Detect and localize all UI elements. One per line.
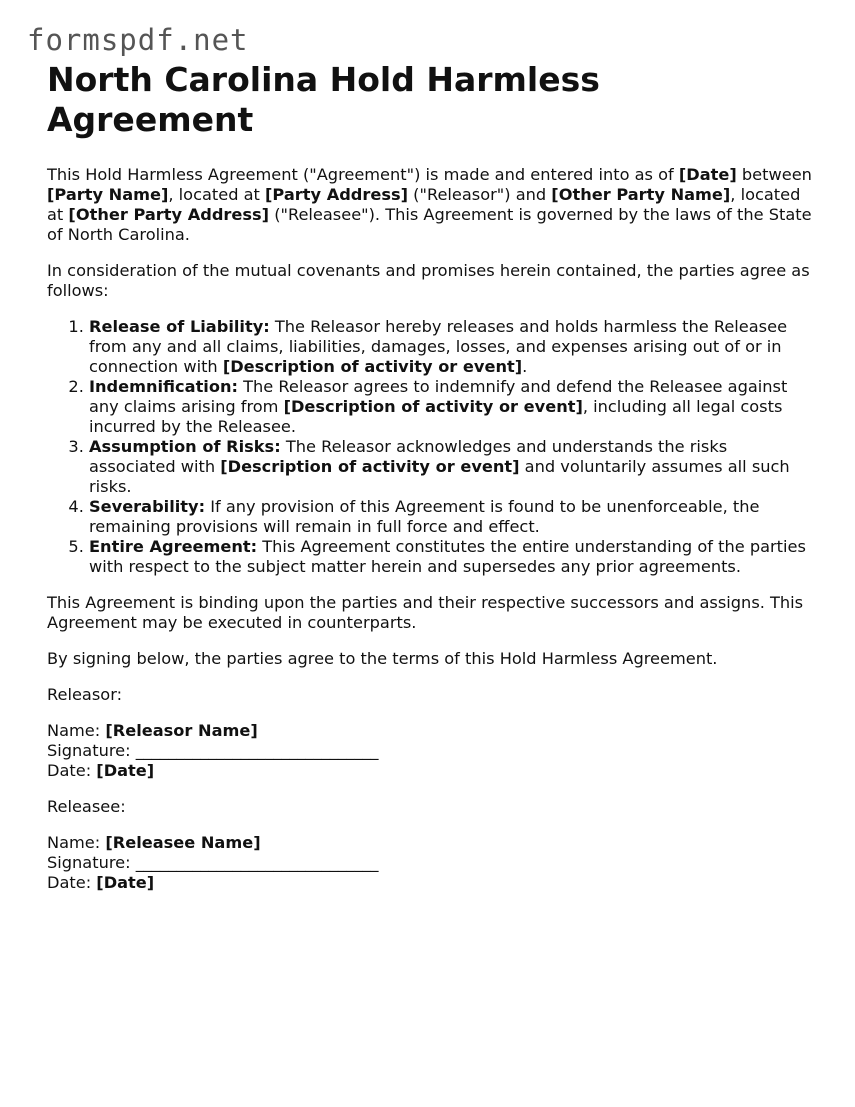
by-signing-paragraph: By signing below, the parties agree to the terms of this Hold Harmless Agreement. [47, 649, 718, 668]
activity-placeholder: [Description of activity or event] [283, 397, 583, 416]
clause-entire-agreement [89, 537, 817, 577]
activity-placeholder: [Description of activity or event] [222, 357, 523, 376]
releasor-name-line [47, 721, 817, 741]
other-party-name-placeholder: [Other Party Name] [551, 185, 731, 204]
releasee-name-placeholder: [Releasee Name] [105, 833, 261, 852]
date-label: Date: [47, 873, 97, 892]
clause-text: and voluntarily assumes all such risks. [89, 457, 790, 496]
releasor-date-line [47, 761, 817, 781]
intro-text: This Hold Harmless Agreement ("Agreement") is made and entered into as of [47, 165, 679, 184]
signature-label: Signature: [47, 741, 136, 760]
releasee-date-line [47, 873, 817, 893]
intro-text: ("Releasee"). This Agreement is governed by the laws of the State of North Carolina. [47, 205, 812, 244]
releasee-name-line [47, 833, 817, 853]
clause-heading: Entire Agreement: [89, 537, 258, 556]
signature-label: Signature: [47, 853, 136, 872]
party-address-placeholder: [Party Address] [265, 185, 409, 204]
clause-heading: Indemnification: [89, 377, 238, 396]
clause-text: This Agreement constitutes the entire understanding of the parties with respect to the subject matter herein and supersedes any prior agreements. [89, 537, 806, 576]
releasee-label: Releasee: [47, 797, 126, 816]
clause-assumption-of-risks [89, 437, 817, 497]
date-placeholder: [Date] [678, 165, 737, 184]
releasee-date-placeholder: [Date] [96, 873, 155, 892]
clause-text: The Releasor hereby releases and holds harmless the Releasee from any and all claims, liabilities, damages, losses, and expenses arising out of or in connection with [89, 317, 788, 376]
clause-text: The Releasor acknowledges and understands the risks associated with [89, 437, 728, 476]
name-label: Name: [47, 721, 106, 740]
other-party-address-placeholder: [Other Party Address] [68, 205, 270, 224]
binding-paragraph: This Agreement is binding upon the parties and their respective successors and assigns. This Agreement may be executed in counterparts. [47, 593, 804, 632]
activity-placeholder: [Description of activity or event] [220, 457, 520, 476]
intro-paragraph [47, 165, 817, 245]
releasor-signature-line [47, 741, 817, 761]
clause-heading: Assumption of Risks: [89, 437, 281, 456]
signature-blank: ______________________________ [135, 741, 379, 760]
releasor-name-placeholder: [Releasor Name] [105, 721, 258, 740]
watermark: formspdf.net [27, 23, 249, 57]
document [47, 60, 817, 893]
intro-text: between [736, 165, 812, 184]
clause-text: . [522, 357, 528, 376]
clause-release-of-liability [89, 317, 817, 377]
releasor-date-placeholder: [Date] [96, 761, 155, 780]
releasee-signature-block [47, 833, 817, 893]
releasor-signature-block [47, 721, 817, 781]
releasor-label: Releasor: [47, 685, 123, 704]
clause-severability [89, 497, 817, 537]
clause-text: The Releasor agrees to indemnify and defend the Releasee against any claims arising from [89, 377, 788, 416]
clause-list [47, 317, 817, 577]
clause-indemnification [89, 377, 817, 437]
intro-text: , located at [47, 185, 801, 224]
clause-text: , including all legal costs incurred by the Releasee. [89, 397, 783, 436]
clause-heading: Severability: [89, 497, 206, 516]
signature-blank: ______________________________ [135, 853, 379, 872]
clause-heading: Release of Liability: [89, 317, 270, 336]
name-label: Name: [47, 833, 106, 852]
intro-text: , located at [168, 185, 266, 204]
releasee-signature-line [47, 853, 817, 873]
date-label: Date: [47, 761, 97, 780]
intro-text: ("Releasor") and [408, 185, 552, 204]
consideration-paragraph: In consideration of the mutual covenants and promises herein contained, the parties agree as follows: [47, 261, 810, 300]
page-title: North Carolina Hold Harmless Agreement [47, 60, 600, 139]
clause-text: If any provision of this Agreement is found to be unenforceable, the remaining provisions will remain in full force and effect. [89, 497, 760, 536]
party-name-placeholder: [Party Name] [47, 185, 169, 204]
